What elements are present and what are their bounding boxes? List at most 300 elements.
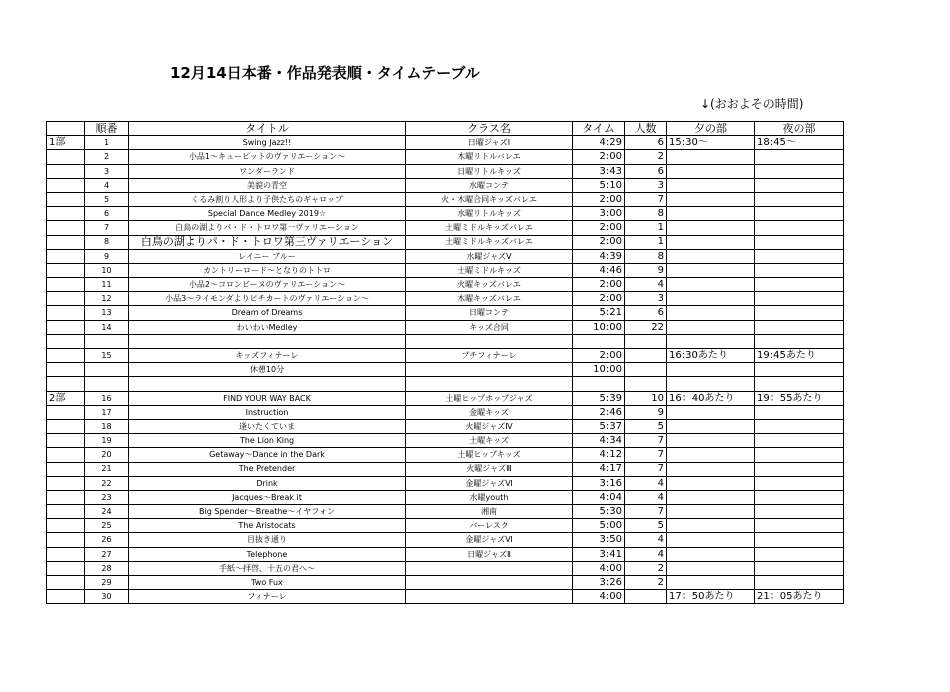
people-cell: 7 [625, 448, 667, 462]
title-cell: The Pretender [129, 462, 406, 476]
evening-time-cell [667, 278, 755, 292]
time-cell: 5:30 [573, 505, 625, 519]
order-cell: 11 [85, 278, 129, 292]
class-cell: 火曜キッズバレエ [406, 278, 573, 292]
night-time-cell [755, 278, 844, 292]
class-cell: 木曜リトルバレエ [406, 150, 573, 164]
table-row [47, 178, 844, 192]
table-row [47, 235, 844, 249]
time-cell: 2:00 [573, 349, 625, 363]
title-cell: 美貌の青空 [129, 178, 406, 192]
title-cell: 白鳥の湖よりパ・ド・トロワ第一ヴァリエーション [129, 221, 406, 235]
class-cell: 日曜ジャズⅠ [406, 136, 573, 150]
title-cell: Telephone [129, 547, 406, 561]
order-cell: 12 [85, 292, 129, 306]
class-cell: 土曜キッズ [406, 434, 573, 448]
time-cell: 2:00 [573, 235, 625, 249]
class-cell: 湘南 [406, 505, 573, 519]
table-row [47, 207, 844, 221]
table-row [47, 349, 844, 363]
time-cell: 4:34 [573, 434, 625, 448]
evening-time-cell [667, 377, 755, 391]
people-cell: 4 [625, 278, 667, 292]
section-cell [47, 434, 85, 448]
order-cell: 8 [85, 235, 129, 249]
evening-time-cell [667, 448, 755, 462]
people-cell: 9 [625, 405, 667, 419]
title-cell: The Aristocats [129, 519, 406, 533]
night-time-cell [755, 178, 844, 192]
time-cell: 4:12 [573, 448, 625, 462]
evening-time-cell [667, 150, 755, 164]
order-cell: 18 [85, 419, 129, 433]
evening-time-cell [667, 462, 755, 476]
table-row [47, 164, 844, 178]
table-row [47, 377, 844, 391]
order-cell: 6 [85, 207, 129, 221]
people-cell [625, 377, 667, 391]
class-cell: 木曜キッズバレエ [406, 292, 573, 306]
title-cell: Special Dance Medley 2019☆ [129, 207, 406, 221]
header-time: タイム [573, 122, 625, 136]
class-cell: 土曜ミドルキッズバレエ [406, 221, 573, 235]
class-cell: 土曜ヒップホップジャズ [406, 391, 573, 405]
class-cell: 水曜リトルキッズ [406, 207, 573, 221]
order-cell: 2 [85, 150, 129, 164]
class-cell [406, 334, 573, 348]
evening-time-cell [667, 207, 755, 221]
night-time-cell [755, 150, 844, 164]
people-cell [625, 590, 667, 604]
section-cell [47, 363, 85, 377]
people-cell [625, 334, 667, 348]
evening-time-cell [667, 363, 755, 377]
class-cell [406, 377, 573, 391]
class-cell: 土曜ミドルキッズバレエ [406, 235, 573, 249]
title-cell: わいわいMedley [129, 320, 406, 334]
header-section [47, 122, 85, 136]
night-time-cell [755, 207, 844, 221]
evening-time-cell: 15:30〜 [667, 136, 755, 150]
people-cell: 4 [625, 476, 667, 490]
night-time-cell [755, 249, 844, 263]
order-cell: 26 [85, 533, 129, 547]
time-cell: 3:26 [573, 576, 625, 590]
title-cell: くるみ割り人形より子供たちのギャロップ [129, 192, 406, 206]
section-cell [47, 533, 85, 547]
title-cell [129, 334, 406, 348]
table-row [47, 391, 844, 405]
section-cell [47, 405, 85, 419]
people-cell: 1 [625, 235, 667, 249]
night-time-cell [755, 377, 844, 391]
night-time-cell [755, 419, 844, 433]
section-cell [47, 448, 85, 462]
evening-time-cell [667, 334, 755, 348]
night-time-cell [755, 561, 844, 575]
night-time-cell: 19:45あたり [755, 349, 844, 363]
table-row [47, 533, 844, 547]
table-row [47, 561, 844, 575]
time-cell: 2:00 [573, 192, 625, 206]
class-cell: 水曜youth [406, 490, 573, 504]
evening-time-cell: 16：40あたり [667, 391, 755, 405]
title-cell: The Lion King [129, 434, 406, 448]
table-row [47, 590, 844, 604]
title-cell: キッズフィナーレ [129, 349, 406, 363]
people-cell: 7 [625, 462, 667, 476]
class-cell [406, 363, 573, 377]
section-cell [47, 547, 85, 561]
table-row [47, 334, 844, 348]
section-cell [47, 334, 85, 348]
section-cell [47, 150, 85, 164]
order-cell: 9 [85, 249, 129, 263]
people-cell: 3 [625, 292, 667, 306]
order-cell: 1 [85, 136, 129, 150]
people-cell: 1 [625, 221, 667, 235]
order-cell: 27 [85, 547, 129, 561]
night-time-cell [755, 434, 844, 448]
time-cell: 10:00 [573, 363, 625, 377]
evening-time-cell [667, 576, 755, 590]
title-cell: 逢いたくていま [129, 419, 406, 433]
time-cell: 3:50 [573, 533, 625, 547]
timetable [46, 121, 844, 604]
section-cell [47, 178, 85, 192]
night-time-cell: 19：55あたり [755, 391, 844, 405]
table-row [47, 576, 844, 590]
evening-time-cell [667, 178, 755, 192]
class-cell [406, 590, 573, 604]
night-time-cell [755, 405, 844, 419]
people-cell: 6 [625, 306, 667, 320]
evening-time-cell [667, 519, 755, 533]
evening-time-cell [667, 476, 755, 490]
title-cell: カントリーロード〜となりのトトロ [129, 263, 406, 277]
night-time-cell [755, 334, 844, 348]
night-time-cell [755, 221, 844, 235]
time-cell: 5:37 [573, 419, 625, 433]
order-cell: 21 [85, 462, 129, 476]
evening-time-cell [667, 192, 755, 206]
page-title: 12月14日本番・作品発表順・タイムテーブル [170, 64, 480, 82]
time-cell: 4:39 [573, 249, 625, 263]
table-row [47, 448, 844, 462]
evening-time-cell [667, 533, 755, 547]
order-cell: 16 [85, 391, 129, 405]
class-cell: 金曜ジャズⅥ [406, 533, 573, 547]
people-cell: 4 [625, 533, 667, 547]
time-cell: 5:10 [573, 178, 625, 192]
header-order: 順番 [85, 122, 129, 136]
section-cell [47, 207, 85, 221]
time-cell: 4:29 [573, 136, 625, 150]
time-cell: 10:00 [573, 320, 625, 334]
title-cell: Two Fux [129, 576, 406, 590]
section-cell [47, 419, 85, 433]
table-row [47, 405, 844, 419]
class-cell [406, 576, 573, 590]
table-row [47, 434, 844, 448]
class-cell: バーレスク [406, 519, 573, 533]
people-cell: 8 [625, 249, 667, 263]
order-cell: 4 [85, 178, 129, 192]
class-cell: 金曜ジャズⅥ [406, 476, 573, 490]
time-cell: 3:41 [573, 547, 625, 561]
class-cell: 火曜ジャズⅣ [406, 419, 573, 433]
night-time-cell: 21：05あたり [755, 590, 844, 604]
night-time-cell: 18:45〜 [755, 136, 844, 150]
title-cell: Swing Jazz!! [129, 136, 406, 150]
order-cell: 24 [85, 505, 129, 519]
section-cell [47, 263, 85, 277]
order-cell: 29 [85, 576, 129, 590]
table-row [47, 192, 844, 206]
table-row [47, 306, 844, 320]
night-time-cell [755, 164, 844, 178]
class-cell: 日曜コンテ [406, 306, 573, 320]
order-cell: 23 [85, 490, 129, 504]
evening-time-cell [667, 547, 755, 561]
section-cell [47, 192, 85, 206]
section-cell [47, 490, 85, 504]
night-time-cell [755, 235, 844, 249]
order-cell: 19 [85, 434, 129, 448]
table-row [47, 320, 844, 334]
section-cell [47, 292, 85, 306]
time-cell: 5:00 [573, 519, 625, 533]
order-cell: 15 [85, 349, 129, 363]
title-cell: Big Spender〜Breathe〜イヤフォン [129, 505, 406, 519]
night-time-cell [755, 263, 844, 277]
title-cell: Jacques〜Break it [129, 490, 406, 504]
night-time-cell [755, 462, 844, 476]
night-time-cell [755, 533, 844, 547]
title-cell [129, 377, 406, 391]
order-cell: 17 [85, 405, 129, 419]
header-title: タイトル [129, 122, 406, 136]
evening-time-cell [667, 419, 755, 433]
order-cell [85, 334, 129, 348]
title-cell: Dream of Dreams [129, 306, 406, 320]
approx-time-note: ↓(おおよその時間) [700, 97, 804, 111]
evening-time-cell: 17：50あたり [667, 590, 755, 604]
class-cell: プチフィナーレ [406, 349, 573, 363]
table-row [47, 150, 844, 164]
time-cell: 4:17 [573, 462, 625, 476]
evening-time-cell [667, 490, 755, 504]
time-cell: 3:00 [573, 207, 625, 221]
section-cell [47, 476, 85, 490]
time-cell: 3:43 [573, 164, 625, 178]
table-row [47, 476, 844, 490]
title-cell: 手紙〜拝啓、十五の君へ〜 [129, 561, 406, 575]
time-cell [573, 377, 625, 391]
people-cell: 6 [625, 164, 667, 178]
people-cell: 5 [625, 419, 667, 433]
night-time-cell [755, 490, 844, 504]
time-cell: 3:16 [573, 476, 625, 490]
table-row [47, 263, 844, 277]
class-cell: キッズ合同 [406, 320, 573, 334]
night-time-cell [755, 448, 844, 462]
time-cell: 2:00 [573, 150, 625, 164]
people-cell: 7 [625, 505, 667, 519]
section-cell [47, 164, 85, 178]
header-night: 夜の部 [755, 122, 844, 136]
order-cell: 20 [85, 448, 129, 462]
section-cell [47, 462, 85, 476]
section-cell [47, 278, 85, 292]
evening-time-cell [667, 263, 755, 277]
people-cell: 6 [625, 136, 667, 150]
header-evening: 夕の部 [667, 122, 755, 136]
people-cell: 4 [625, 547, 667, 561]
time-cell: 5:39 [573, 391, 625, 405]
people-cell: 2 [625, 561, 667, 575]
people-cell: 10 [625, 391, 667, 405]
order-cell: 25 [85, 519, 129, 533]
order-cell: 7 [85, 221, 129, 235]
people-cell: 7 [625, 192, 667, 206]
table-row [47, 419, 844, 433]
class-cell: 土曜ミドルキッズ [406, 263, 573, 277]
order-cell [85, 363, 129, 377]
section-cell [47, 561, 85, 575]
title-cell: 小品1〜キューピットのヴァリエーション〜 [129, 150, 406, 164]
class-cell: 火・木曜合同キッズバレエ [406, 192, 573, 206]
order-cell: 22 [85, 476, 129, 490]
class-cell: 日曜リトルキッズ [406, 164, 573, 178]
table-row [47, 363, 844, 377]
time-cell: 4:46 [573, 263, 625, 277]
evening-time-cell [667, 306, 755, 320]
people-cell: 2 [625, 576, 667, 590]
section-cell [47, 590, 85, 604]
header-class: クラス名 [406, 122, 573, 136]
evening-time-cell [667, 221, 755, 235]
table-row [47, 249, 844, 263]
people-cell: 9 [625, 263, 667, 277]
evening-time-cell [667, 561, 755, 575]
section-cell [47, 377, 85, 391]
class-cell: 水曜ジャズⅤ [406, 249, 573, 263]
section-cell [47, 306, 85, 320]
evening-time-cell [667, 292, 755, 306]
night-time-cell [755, 505, 844, 519]
section-cell [47, 221, 85, 235]
section-cell [47, 519, 85, 533]
section-cell [47, 320, 85, 334]
time-cell: 5:21 [573, 306, 625, 320]
evening-time-cell [667, 434, 755, 448]
header-people: 人数 [625, 122, 667, 136]
people-cell: 4 [625, 490, 667, 504]
table-row [47, 278, 844, 292]
title-cell: 休憩10分 [129, 363, 406, 377]
title-cell: Drink [129, 476, 406, 490]
order-cell [85, 377, 129, 391]
order-cell: 5 [85, 192, 129, 206]
title-cell: 目抜き通り [129, 533, 406, 547]
table-row [47, 519, 844, 533]
night-time-cell [755, 363, 844, 377]
class-cell [406, 561, 573, 575]
time-cell: 4:00 [573, 561, 625, 575]
evening-time-cell [667, 164, 755, 178]
title-cell: フィナーレ [129, 590, 406, 604]
header-row [47, 122, 844, 136]
class-cell: 火曜ジャズⅢ [406, 462, 573, 476]
time-cell: 4:00 [573, 590, 625, 604]
table-row [47, 136, 844, 150]
order-cell: 13 [85, 306, 129, 320]
night-time-cell [755, 576, 844, 590]
time-cell: 2:00 [573, 221, 625, 235]
section-cell: 2部 [47, 391, 85, 405]
table-row [47, 505, 844, 519]
people-cell: 3 [625, 178, 667, 192]
title-cell: ワンダーランド [129, 164, 406, 178]
people-cell: 22 [625, 320, 667, 334]
class-cell: 水曜コンテ [406, 178, 573, 192]
time-cell [573, 334, 625, 348]
table-row [47, 547, 844, 561]
time-cell: 2:00 [573, 278, 625, 292]
night-time-cell [755, 547, 844, 561]
time-cell: 4:04 [573, 490, 625, 504]
title-cell: 小品3〜ライモンダよりピチカートのヴァリエーション〜 [129, 292, 406, 306]
people-cell: 5 [625, 519, 667, 533]
title-cell: FIND YOUR WAY BACK [129, 391, 406, 405]
night-time-cell [755, 292, 844, 306]
table-row [47, 292, 844, 306]
time-cell: 2:46 [573, 405, 625, 419]
class-cell: 土曜ヒップキッズ [406, 448, 573, 462]
section-cell [47, 235, 85, 249]
table-row [47, 221, 844, 235]
evening-time-cell [667, 320, 755, 334]
section-cell [47, 349, 85, 363]
night-time-cell [755, 476, 844, 490]
people-cell: 7 [625, 434, 667, 448]
night-time-cell [755, 519, 844, 533]
night-time-cell [755, 320, 844, 334]
evening-time-cell [667, 505, 755, 519]
people-cell [625, 349, 667, 363]
evening-time-cell [667, 405, 755, 419]
table-row [47, 490, 844, 504]
people-cell [625, 363, 667, 377]
order-cell: 14 [85, 320, 129, 334]
title-cell: Instruction [129, 405, 406, 419]
evening-time-cell [667, 235, 755, 249]
people-cell: 2 [625, 150, 667, 164]
section-cell [47, 576, 85, 590]
evening-time-cell [667, 249, 755, 263]
section-cell [47, 249, 85, 263]
people-cell: 8 [625, 207, 667, 221]
order-cell: 30 [85, 590, 129, 604]
title-cell: 白鳥の湖よりパ・ド・トロワ第三ヴァリエーション [129, 235, 406, 249]
order-cell: 10 [85, 263, 129, 277]
evening-time-cell: 16:30あたり [667, 349, 755, 363]
section-cell [47, 505, 85, 519]
order-cell: 28 [85, 561, 129, 575]
title-cell: レイニー ブルー [129, 249, 406, 263]
night-time-cell [755, 192, 844, 206]
